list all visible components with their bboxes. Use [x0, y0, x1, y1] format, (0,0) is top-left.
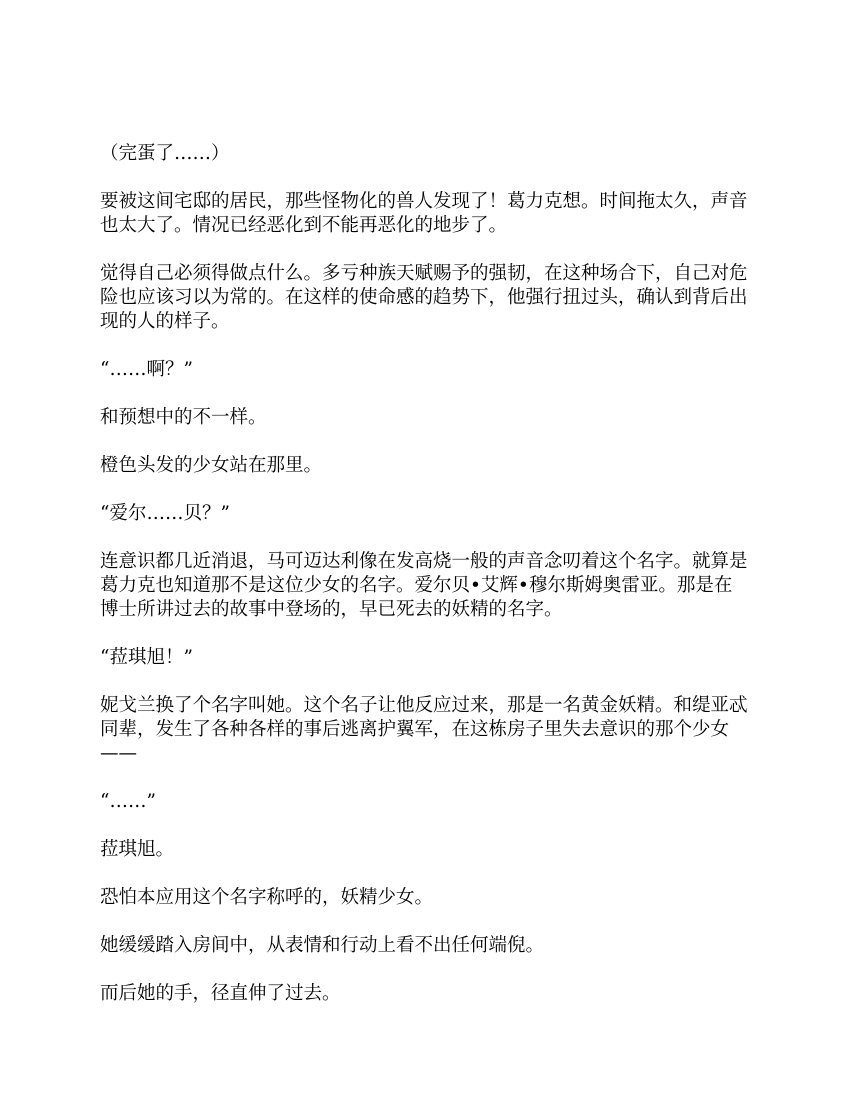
paragraph: 她缓缓踏入房间中，从表情和行动上看不出任何端倪。 — [100, 935, 545, 956]
paragraph: 要被这间宅邸的居民，那些怪物化的兽人发现了！葛力克想。时间拖太久，声音也太大了。情况已经恶化到不能再恶化的地步了。 — [100, 191, 748, 236]
paragraph: 橙色头发的少女站在那里。 — [100, 455, 323, 476]
paragraph: 和预想中的不一样。 — [100, 407, 267, 428]
paragraph: “……啊？” — [100, 359, 193, 380]
paragraph: 恐怕本应用这个名字称呼的，妖精少女。 — [100, 887, 434, 908]
paragraph: “菈琪旭！” — [100, 647, 193, 668]
paragraph: 连意识都几近消退，马可迈达利像在发高烧一般的声音念叨着这个名字。就算是葛力克也知道那不是这位少女的名字。爱尔贝•艾辉•穆尔斯姆奥雷亚。那是在博士所讲过去的故事中登场的，早已死去的妖精的名字。 — [100, 551, 748, 620]
paragraph: （完蛋了……） — [100, 143, 230, 164]
paragraph: 菈琪旭。 — [100, 839, 175, 860]
paragraph: “……” — [100, 791, 156, 812]
document-page — [100, 142, 750, 1030]
paragraph: “爱尔……贝？” — [100, 503, 230, 524]
paragraph: 妮戈兰换了个名字叫她。这个名子让他反应过来，那是一名黄金妖精。和缇亚忒同辈，发生了各种各样的事后逃离护翼军，在这栋房子里失去意识的那个少女—— — [100, 695, 748, 764]
paragraph: 而后她的手，径直伸了过去。 — [100, 983, 341, 1004]
paragraph: 觉得自己必须得做点什么。多亏种族天赋赐予的强韧，在这种场合下，自己对危险也应该习以为常的。在这样的使命感的趋势下，他强行扭过头，确认到背后出现的人的样子。 — [100, 263, 748, 332]
